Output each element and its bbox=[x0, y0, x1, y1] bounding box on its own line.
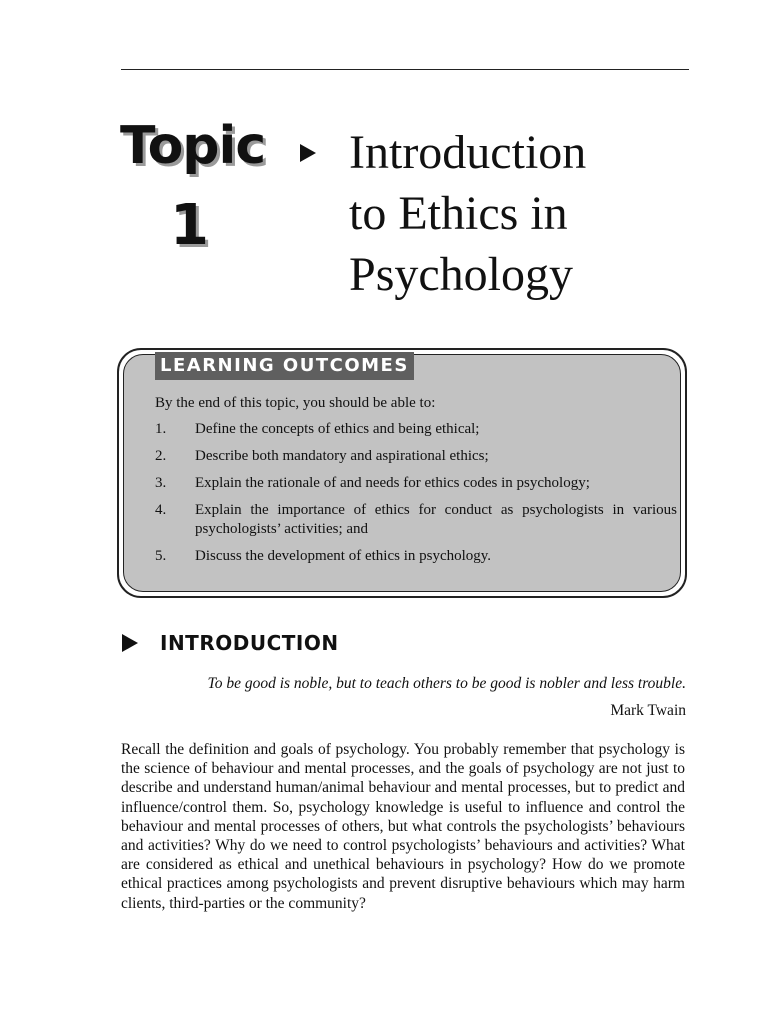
list-item-text: Discuss the development of ethics in psychology. bbox=[195, 548, 492, 564]
topic-number: 1 bbox=[170, 193, 208, 258]
list-item-text: Explain the importance of ethics for conduct as psychologists in various psychologists’ activities; and bbox=[195, 502, 677, 537]
topic-label: Topic bbox=[120, 116, 266, 176]
list-item-text: Explain the rationale of and needs for ethics codes in psychology; bbox=[195, 475, 590, 491]
triangle-right-icon bbox=[122, 634, 138, 652]
list-item bbox=[155, 501, 677, 539]
list-item-number: 3. bbox=[155, 475, 167, 491]
introduction-paragraph: Recall the definition and goals of psychology. You probably remember that psychology is the science of behaviour and mental processes, and the goals of psychology are not just to describe and understand human/animal behaviour and mental processes, but to predict and influence/control them. So, psychology knowledge is useful to influence and control the behaviour and mental processes of others, but what controls the psychologists’ behaviours and activities? Why do we need to control psychologists’ behaviours and activities? What are considered as ethical and unethical behaviours in psychology? How do we promote ethical practices among psychologists and prevent disruptive behaviours which may harm clients, third-parties or the community? bbox=[121, 741, 685, 912]
topic-title bbox=[349, 122, 679, 305]
introduction-heading: INTRODUCTION bbox=[160, 631, 339, 655]
list-item bbox=[155, 420, 677, 439]
list-item-number: 5. bbox=[155, 548, 167, 564]
epigraph-author: Mark Twain bbox=[610, 702, 686, 719]
list-item-text: Describe both mandatory and aspirational ethics; bbox=[195, 448, 489, 464]
list-item bbox=[155, 474, 677, 493]
learning-outcomes-list bbox=[155, 420, 677, 574]
epigraph-quote: To be good is noble, but to teach others to be good is nobler and less trouble. bbox=[207, 675, 686, 692]
top-rule bbox=[121, 69, 689, 70]
topic-title-line: Introduction bbox=[349, 126, 587, 179]
learning-outcomes-heading: LEARNING OUTCOMES bbox=[155, 352, 414, 380]
list-item-text: Define the concepts of ethics and being ethical; bbox=[195, 421, 480, 437]
list-item-number: 4. bbox=[155, 502, 167, 518]
topic-title-line: to Ethics in bbox=[349, 187, 568, 240]
list-item-number: 2. bbox=[155, 448, 167, 464]
list-item bbox=[155, 547, 677, 566]
list-item-number: 1. bbox=[155, 421, 167, 437]
learning-outcomes-intro: By the end of this topic, you should be able to: bbox=[155, 395, 436, 411]
topic-title-line: Psychology bbox=[349, 248, 574, 301]
triangle-right-icon bbox=[300, 144, 316, 162]
list-item bbox=[155, 447, 677, 466]
